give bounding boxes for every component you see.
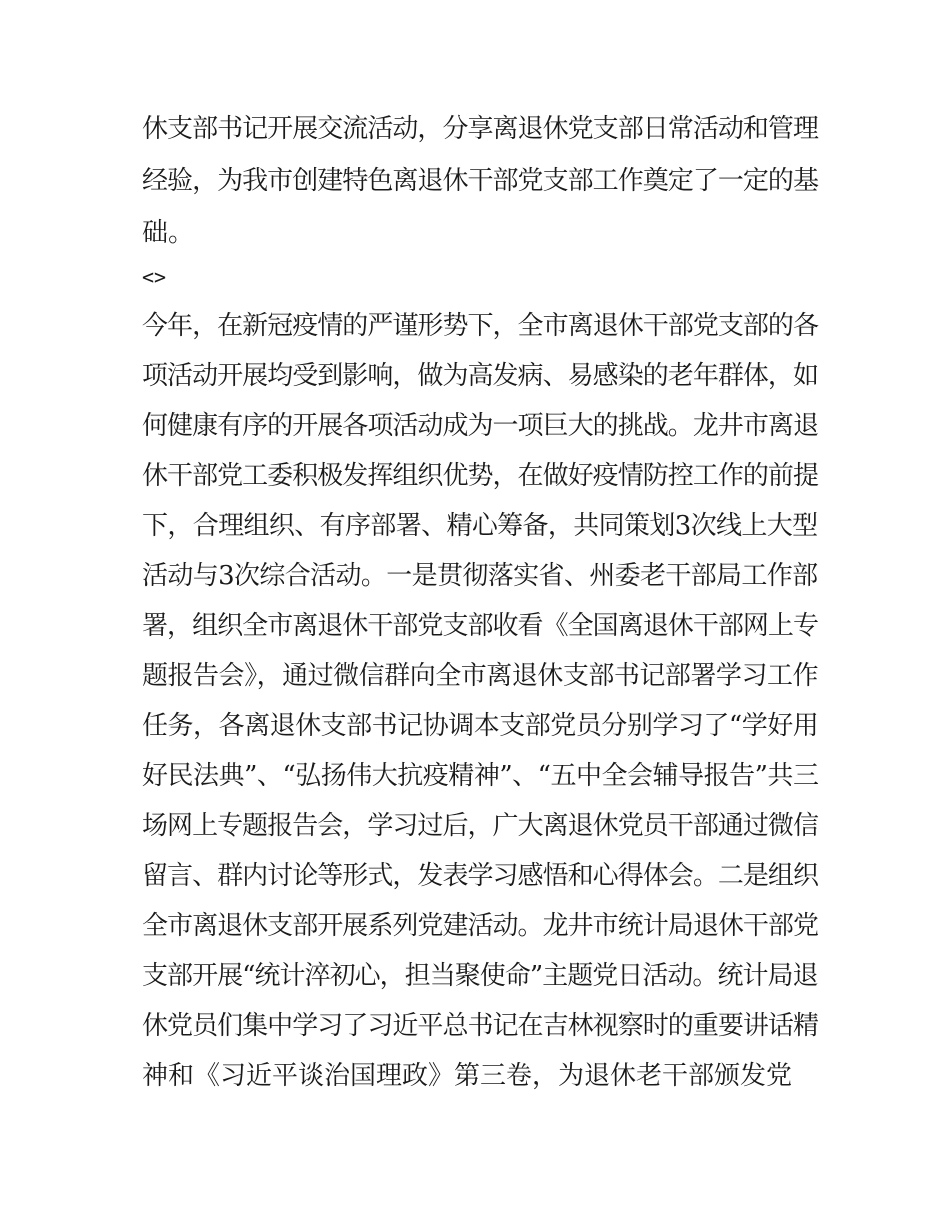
text-line: 础。 [142, 218, 195, 248]
text-line: 题报告会》，通过微信群向全市离退休支部书记部署学习工作 [142, 661, 819, 691]
section-marker: <> [142, 265, 167, 289]
text-line: 好民法典”、“弘扬伟大抗疫精神”、“五中全会辅导报告”共三 [142, 761, 819, 791]
text-line: 今年，在新冠疫情的严谨形势下，全市离退休干部党支部的各 [142, 311, 819, 341]
text-line: 活动与3次综合活动。一是贯彻落实省、州委老干部局工作部 [142, 561, 818, 591]
text-line: 支部开展“统计淬初心，担当聚使命”主题党日活动。统计局退 [142, 961, 818, 991]
text-line: 经验，为我市创建特色离退休干部党支部工作奠定了一定的基 [142, 166, 819, 196]
text-line: 休支部书记开展交流活动，分享离退休党支部日常活动和管理 [142, 114, 819, 144]
text-line: 项活动开展均受到影响，做为高发病、易感染的老年群体，如 [142, 361, 819, 391]
text-line: 留言、群内讨论等形式，发表学习感悟和心得体会。二是组织 [142, 861, 819, 891]
text-line: 休党员们集中学习了习近平总书记在吉林视察时的重要讲话精 [142, 1011, 819, 1041]
text-line: 休干部党工委积极发挥组织优势，在做好疫情防控工作的前提 [142, 461, 819, 491]
text-line: 全市离退休支部开展系列党建活动。龙井市统计局退休干部党 [142, 911, 819, 941]
text-line: 何健康有序的开展各项活动成为一项巨大的挑战。龙井市离退 [142, 411, 819, 441]
text-line: 下，合理组织、有序部署、精心筹备，共同策划3次线上大型 [142, 511, 818, 541]
text-line: 场网上专题报告会，学习过后，广大离退休党员干部通过微信 [142, 811, 819, 841]
text-line: 任务，各离退休支部书记协调本支部党员分别学习了“学好用 [142, 711, 819, 741]
text-line: 署，组织全市离退休干部党支部收看《全国离退休干部网上专 [142, 611, 819, 641]
text-line: 神和《习近平谈治国理政》第三卷，为退休老干部颁发党 [142, 1061, 793, 1091]
